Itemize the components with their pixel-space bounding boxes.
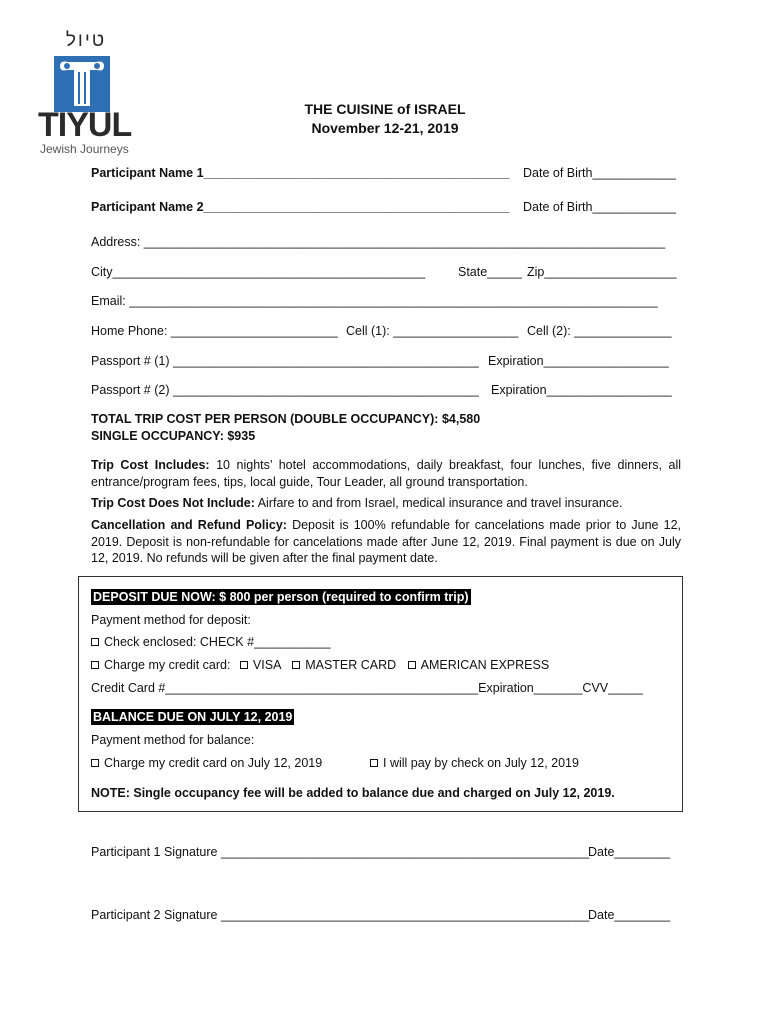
cancellation-label: Cancellation and Refund Policy: xyxy=(91,518,287,532)
deposit-method-label: Payment method for deposit: xyxy=(91,613,251,627)
charge-card-checkbox[interactable] xyxy=(91,661,99,669)
balance-credit-checkbox[interactable] xyxy=(91,759,99,767)
balance-check-label: I will pay by check on July 12, 2019 xyxy=(383,756,579,770)
expiration-2-field[interactable]: Expiration__________________ xyxy=(491,383,672,397)
participant-1-name-field[interactable]: Participant Name 1____________________________________________ xyxy=(91,166,510,180)
mastercard-checkbox[interactable] xyxy=(292,661,300,669)
participant-2-dob-field[interactable]: Date of Birth____________ xyxy=(523,200,676,214)
cell-2-field[interactable]: Cell (2): ______________ xyxy=(527,324,672,338)
logo-tagline: Jewish Journeys xyxy=(40,142,129,156)
balance-credit-option[interactable] xyxy=(91,756,322,770)
state-field[interactable]: State_____ xyxy=(458,265,522,279)
participant-1-dob-field[interactable]: Date of Birth____________ xyxy=(523,166,676,180)
balance-method-label: Payment method for balance: xyxy=(91,733,255,747)
participant-2-signature-date[interactable]: Date________ xyxy=(588,908,671,922)
logo-brand: TIYUL xyxy=(38,106,132,144)
deposit-heading: DEPOSIT DUE NOW: $ 800 per person (required to confirm trip) xyxy=(93,590,469,604)
expiration-1-field[interactable]: Expiration__________________ xyxy=(488,354,669,368)
trip-includes-text: 10 nights’ hotel accommodations, daily breakfast, four lunches, five dinners, all entrance/program fees, tips, local guide, Tour Leader, all ground transportation. xyxy=(91,458,681,489)
deposit-heading-row xyxy=(91,590,471,604)
participant-1-signature-field[interactable]: Participant 1 Signature _____________________________________________________ xyxy=(91,845,590,859)
trip-includes-label: Trip Cost Includes: xyxy=(91,458,210,472)
single-occupancy-note: NOTE: Single occupancy fee will be added to balance due and charged on July 12, 2019. xyxy=(91,786,615,800)
page-title: THE CUISINE of ISRAEL xyxy=(304,101,466,117)
balance-check-option[interactable] xyxy=(370,756,579,770)
credit-card-option xyxy=(91,658,549,672)
balance-heading-row xyxy=(91,710,294,724)
balance-check-checkbox[interactable] xyxy=(370,759,378,767)
trip-excludes-label: Trip Cost Does Not Include: xyxy=(91,496,255,510)
check-enclosed-option[interactable] xyxy=(91,635,331,649)
passport-2-field[interactable]: Passport # (2) ____________________________________________ xyxy=(91,383,479,397)
logo xyxy=(36,30,136,160)
logo-hebrew: טיול xyxy=(65,30,107,51)
amex-label: AMERICAN EXPRESS xyxy=(420,658,550,672)
cell-1-field[interactable]: Cell (1): __________________ xyxy=(346,324,519,338)
participant-2-signature-field[interactable]: Participant 2 Signature _____________________________________________________ xyxy=(91,908,590,922)
email-field[interactable]: Email: ____________________________________________________________________________ xyxy=(91,294,658,308)
balance-credit-label: Charge my credit card on July 12, 2019 xyxy=(104,756,323,770)
single-occupancy-cost: SINGLE OCCUPANCY: $935 xyxy=(91,429,256,443)
double-occupancy-cost: TOTAL TRIP COST PER PERSON (DOUBLE OCCUPANCY): $4,580 xyxy=(91,412,481,426)
trip-excludes xyxy=(91,495,681,512)
participant-1-signature-date[interactable]: Date________ xyxy=(588,845,671,859)
cancellation-text: Deposit is 100% refundable for cancelations made prior to June 12, 2019. Deposit is non-refundable for cancelations made after June 12, 2019. Final payment is due on July 12, 2019. No refunds will be given after the final payment date. xyxy=(91,518,682,565)
charge-card-label: Charge my credit card: xyxy=(104,658,231,672)
trip-dates: November 12-21, 2019 xyxy=(311,120,459,136)
mastercard-label: MASTER CARD xyxy=(305,658,397,672)
home-phone-field[interactable]: Home Phone: ________________________ xyxy=(91,324,338,338)
cancellation-policy xyxy=(91,517,681,567)
credit-card-number-field[interactable]: Credit Card #_____________________________________________Expiration_______CVV_____ xyxy=(91,681,643,695)
balance-heading: BALANCE DUE ON JULY 12, 2019 xyxy=(93,710,293,724)
visa-checkbox[interactable] xyxy=(240,661,248,669)
zip-field[interactable]: Zip___________________ xyxy=(527,265,677,279)
trip-excludes-text: Airfare to and from Israel, medical insurance and travel insurance. xyxy=(254,496,623,510)
address-field[interactable]: Address: ___________________________________________________________________________ xyxy=(91,235,666,249)
check-enclosed-checkbox[interactable] xyxy=(91,638,99,646)
visa-label: VISA xyxy=(252,658,281,672)
participant-2-name-field[interactable]: Participant Name 2____________________________________________ xyxy=(91,200,510,214)
city-field[interactable]: City_____________________________________________ xyxy=(91,265,426,279)
amex-checkbox[interactable] xyxy=(408,661,416,669)
check-enclosed-label: Check enclosed: CHECK #___________ xyxy=(104,635,331,649)
trip-includes xyxy=(91,457,681,490)
passport-1-field[interactable]: Passport # (1) ____________________________________________ xyxy=(91,354,479,368)
